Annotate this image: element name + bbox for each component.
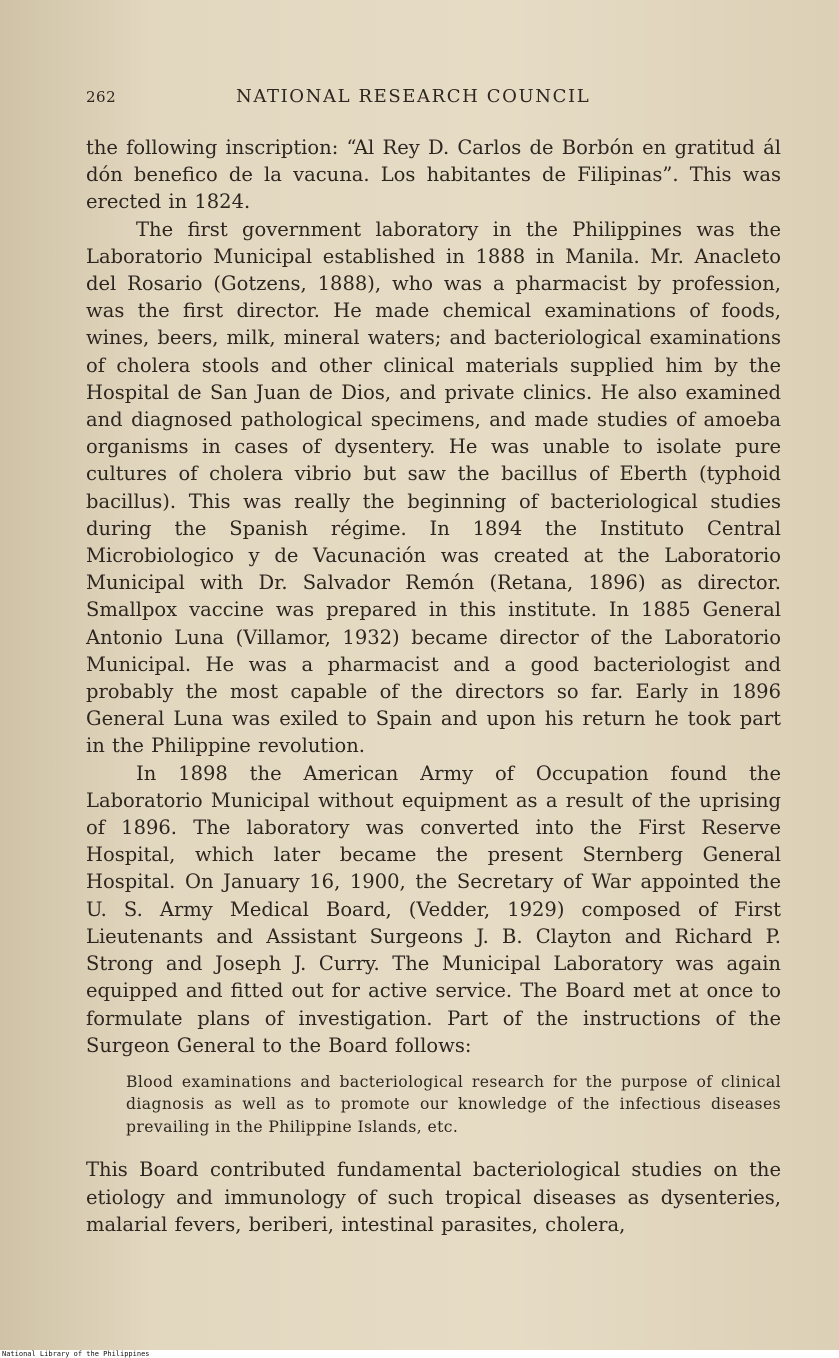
block-quote-instructions: Blood examinations and bacteriological research for the purpose of clinical diagnosis as well as to promote our knowledge of the infectious diseases prevailing in the Philippine Islands, etc.	[126, 1072, 781, 1136]
running-title: NATIONAL RESEARCH COUNCIL	[236, 86, 591, 107]
paragraph-board-contributions: This Board contributed fundamental bacteriological studies on the etiology and immunology of such tropical diseases as dysenteries, malarial fevers, beriberi, intestinal parasites, cholera,	[86, 1158, 781, 1236]
page-number: 262	[86, 88, 117, 106]
body-text	[86, 134, 781, 1238]
paragraph-continued: the following inscription: “Al Rey D. Carlos de Borbón en gratitud ál dón benefico de la vacuna. Los habitantes de Filipinas”. This was erected in 1824.	[86, 136, 781, 214]
paragraph-laboratorio-municipal: The first government laboratory in the Philippines was the Laboratorio Municipal established in 1888 in Manila. Mr. Anacleto del Rosario (Gotzens, 1888), who was a pharmacist by profession, was the first director. He made chemical examinations of foods, wines, beers, milk, mineral waters; and bacteriological examinations of cholera stools and other clinical materials supplied him by the Hospital de San Juan de Dios, and private clinics. He also examined and diagnosed pathological specimens, and made studies of amoeba organisms in cases of dysentery. He was unable to isolate pure cultures of cholera vibrio but saw the bacillus of Eberth (typhoid bacillus). This was really the beginning of bacteriological studies during the Spanish régime. In 1894 the Instituto Central Microbiologico y de Vacunación was created at the Laboratorio Municipal with Dr. Salvador Remón (Retana, 1896) as director. Smallpox vaccine was prepared in this institute. In 1885 General Antonio Luna (Villamor, 1932) became director of the Laboratorio Municipal. He was a pharmacist and a good bacteriologist and probably the most capable of the directors so far. Early in 1896 General Luna was exiled to Spain and upon his return he took part in the Philippine revolution.	[86, 217, 781, 758]
scan-credit: National Library of the Philippines	[0, 1350, 839, 1358]
running-head	[86, 86, 781, 114]
paragraph-army-occupation: In 1898 the American Army of Occupation found the Laboratorio Municipal without equipment as a result of the uprising of 1896. The laboratory was converted into the First Reserve Hospital, which later became the present Sternberg General Hospital. On January 16, 1900, the Secretary of War appointed the U. S. Army Medical Board, (Vedder, 1929) composed of First Lieutenants and Assistant Surgeons J. B. Clayton and Richard P. Strong and Joseph J. Curry. The Municipal Laboratory was again equipped and fitted out for active service. The Board met at once to formulate plans of investigation. Part of the instructions of the Surgeon General to the Board follows:	[86, 761, 781, 1057]
